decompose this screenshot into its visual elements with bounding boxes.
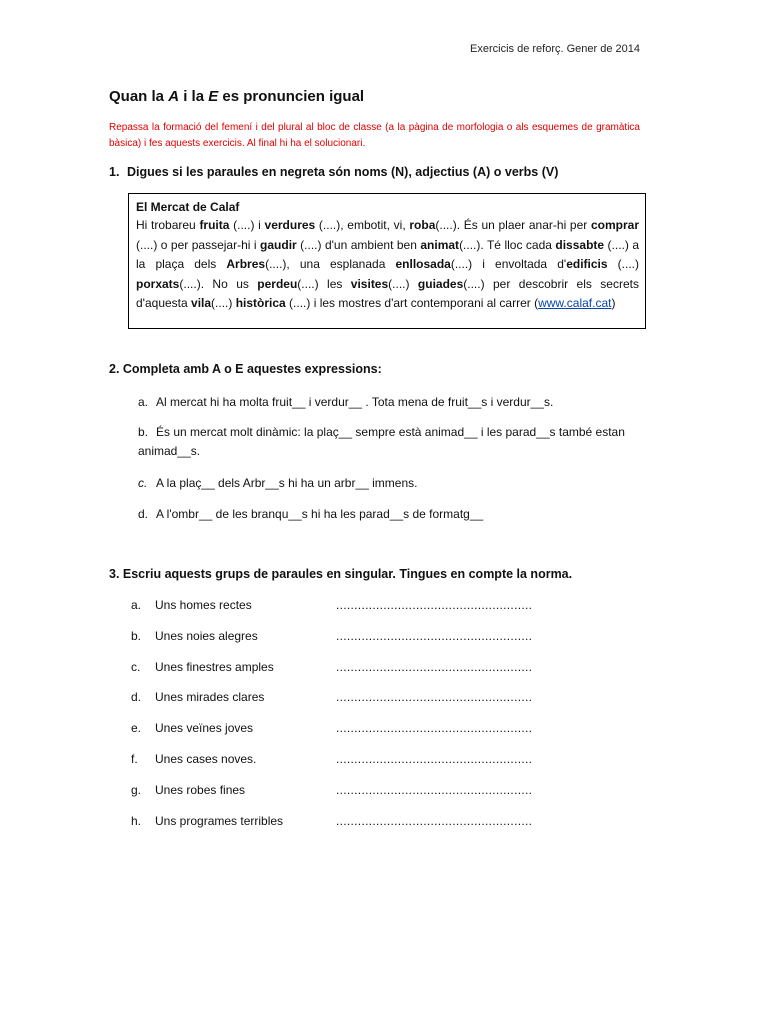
- exercise-3-row: c. Unes finestres amples ......................................................: [131, 660, 533, 674]
- passage-title: El Mercat de Calaf: [136, 200, 240, 214]
- target-word: fruita: [199, 218, 230, 232]
- passage-segment: (....) i les mostres d'art contemporani al carrer (: [285, 296, 539, 310]
- exercise-3-row: a. Uns homes rectes ......................................................: [131, 598, 533, 612]
- passage-segment: (....) per descobrir els secrets d'aquesta: [136, 276, 639, 310]
- answer-line[interactable]: ......................................................: [336, 690, 533, 704]
- target-word: animat: [420, 237, 460, 252]
- target-word: dissabte: [555, 237, 605, 252]
- passage-segment: (....), embotit, vi,: [315, 218, 410, 232]
- passage-text: [136, 216, 639, 314]
- answer-line[interactable]: ......................................................: [336, 721, 533, 735]
- target-word: porxats: [136, 276, 180, 291]
- target-word: roba: [409, 218, 436, 232]
- answer-line[interactable]: ......................................................: [336, 783, 533, 797]
- target-word: guiades: [417, 276, 464, 291]
- target-word: edificis: [566, 257, 608, 271]
- page-title: Quan la A i la E es pronuncien igual: [109, 88, 365, 105]
- passage-segment: (....) les: [297, 276, 351, 291]
- exercise-2-item-b: b. És un mercat molt dinàmic: la plaç__ sempre està animad__ i les parad__s també estan animad__s.: [138, 425, 625, 458]
- exercise-3-row: h. Uns programes terribles ......................................................: [131, 814, 533, 828]
- target-word: vila: [191, 296, 212, 310]
- passage-segment: (....) d'un ambient ben: [296, 237, 421, 252]
- target-word: perdeu: [257, 276, 298, 291]
- target-word: enllosada: [395, 257, 451, 271]
- passage-segment: (....), una esplanada: [265, 257, 396, 271]
- exercise-2-item-a: a. Al mercat hi ha molta fruit__ i verdur__ . Tota mena de fruit__s i verdur__s.: [138, 395, 554, 409]
- reading-passage-box: [128, 193, 646, 329]
- target-word: gaudir: [260, 237, 297, 252]
- exercise-3-row: g. Unes robes fines ......................................................: [131, 783, 533, 797]
- calaf-website-link[interactable]: www.calaf.cat: [538, 296, 612, 310]
- passage-segment: Hi trobareu: [136, 218, 200, 232]
- passage-segment: ): [611, 296, 616, 310]
- passage-segment: (....). Té lloc cada: [459, 237, 556, 252]
- target-word: verdures: [264, 218, 316, 232]
- answer-line[interactable]: ......................................................: [336, 814, 533, 828]
- exercise-3-row: d. Unes mirades clares ......................................................: [131, 690, 533, 704]
- answer-line[interactable]: ......................................................: [336, 660, 533, 674]
- target-word: visites: [350, 276, 389, 291]
- passage-segment: (....): [388, 276, 418, 291]
- target-word: històrica: [235, 296, 286, 310]
- answer-line[interactable]: ......................................................: [336, 752, 533, 766]
- answer-line[interactable]: ......................................................: [336, 629, 533, 643]
- passage-segment: (....): [211, 296, 236, 310]
- instruction-text: Repassa la formació del femení i del plural al bloc de classe (a la pàgina de morfologia o als esquemes de gramàtica bàsica) i fes aquests exercicis. Al final hi ha el solucionari.: [109, 122, 640, 149]
- exercise-1-heading: 1. Digues si les paraules en negreta són noms (N), adjectius (A) o verbs (V): [109, 165, 559, 179]
- passage-segment: (....): [607, 257, 639, 271]
- exercise-2-item-c: c. A la plaç__ dels Arbr__s hi ha un arbr__ immens.: [138, 476, 418, 490]
- target-word: Arbres: [226, 257, 266, 271]
- passage-segment: (....). És un plaer anar-hi per: [435, 218, 591, 232]
- exercise-3-row: b. Unes noies alegres ......................................................: [131, 629, 533, 643]
- answer-line[interactable]: ......................................................: [336, 598, 533, 612]
- header-note: Exercicis de reforç. Gener de 2014: [470, 43, 640, 55]
- exercise-3-row: f. Unes cases noves. ......................................................: [131, 752, 533, 766]
- exercise-2-heading: 2. Completa amb A o E aquestes expressions:: [109, 362, 382, 376]
- passage-segment: (....) i envoltada d': [450, 257, 567, 271]
- target-word: comprar: [590, 218, 640, 232]
- exercise-3-row: e. Unes veïnes joves ......................................................: [131, 721, 533, 735]
- passage-segment: (....) o per passejar-hi i: [136, 237, 261, 252]
- passage-segment: (....) i: [229, 218, 265, 232]
- passage-segment: (....) a la plaça dels: [136, 237, 640, 271]
- exercise-2-item-d: d. A l'ombr__ de les branqu__s hi ha les parad__s de formatg__: [138, 507, 484, 521]
- passage-segment: (....). No us: [179, 276, 258, 291]
- exercise-3-heading: 3. Escriu aquests grups de paraules en singular. Tingues en compte la norma.: [109, 567, 573, 581]
